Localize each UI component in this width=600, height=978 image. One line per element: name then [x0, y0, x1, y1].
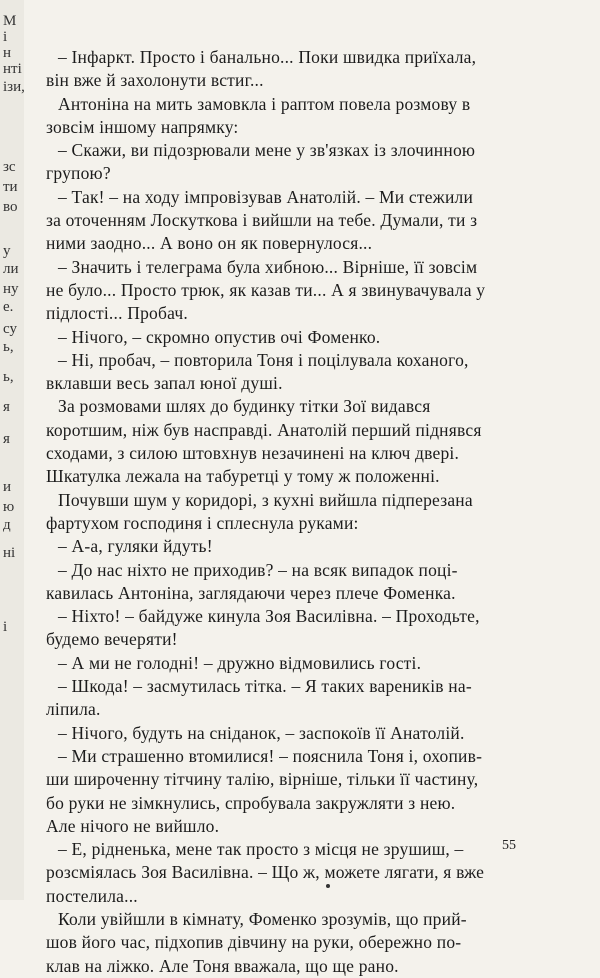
edge-fragment: д: [3, 517, 11, 533]
text-line: коротшим, ніж був насправді. Анатолій перший піднявся: [46, 419, 482, 440]
text-line: ліпила.: [46, 699, 101, 720]
edge-fragment: зс: [3, 159, 16, 175]
print-speck: [326, 884, 330, 888]
text-line: Антоніна на мить замовкла і раптом повела розмову в: [58, 93, 471, 114]
edge-fragment: ли: [3, 261, 19, 277]
text-line: групою?: [46, 163, 111, 184]
text-line: фартухом господиня і сплеснула руками:: [46, 512, 359, 533]
paragraph: [46, 838, 570, 908]
edge-fragment: я: [3, 399, 10, 415]
paragraph: [46, 722, 570, 745]
text-line: за оточенням Лоскуткова і вийшли на тебе. Думали, ти з: [46, 210, 478, 231]
text-line: За розмовами шлях до будинку тітки Зої видався: [58, 396, 431, 417]
paragraph: [46, 256, 570, 326]
text-line: клав на ліжко. Але Тоня вважала, що ще рано.: [46, 955, 399, 976]
edge-fragment: ю: [3, 499, 15, 515]
paragraph: [46, 675, 570, 722]
paragraph: [46, 93, 570, 140]
text-line: – А ми не голодні! – дружно відмовились гості.: [58, 652, 422, 673]
text-line: не було... Просто трюк, як казав ти... А я звинувачувала у: [46, 279, 486, 300]
text-line: – До нас ніхто не приходив? – на всяк випадок поці-: [58, 559, 458, 580]
text-line: постелила...: [46, 885, 138, 906]
paragraph: [46, 908, 570, 978]
text-line: – А-а, гуляки йдуть!: [58, 536, 213, 557]
paragraph: [46, 745, 570, 838]
text-line: підлості... Пробач.: [46, 303, 188, 324]
edge-fragment: н: [3, 45, 12, 61]
text-line: бо руки не зімкнулись, спробувала закружляти з нею.: [46, 792, 456, 813]
edge-fragment: во: [3, 199, 18, 215]
paragraph: [46, 326, 570, 349]
paragraph: [46, 46, 570, 93]
text-line: він вже й захолонути встиг...: [46, 70, 264, 91]
text-line: кавилась Антоніна, заглядаючи через плече Фоменка.: [46, 582, 456, 603]
text-line: Але нічого не вийшло.: [46, 815, 220, 836]
text-line: ши широченну тітчину талію, вірніше, тільки її частину,: [46, 769, 479, 790]
page-number: 55: [502, 838, 516, 853]
edge-fragment: ну: [3, 281, 19, 297]
paragraph: [46, 349, 570, 396]
text-line: – Ніхто! – байдуже кинула Зоя Василівна. – Проходьте,: [58, 606, 480, 627]
paragraph: [46, 535, 570, 558]
edge-fragment: М: [3, 13, 17, 29]
text-line: – Значить і телеграма була хибною... Вірніше, її зовсім: [58, 256, 478, 277]
edge-fragment: су: [3, 321, 17, 337]
text-line: вклавши весь запал юної душі.: [46, 373, 283, 394]
text-line: зовсім іншому напрямку:: [46, 116, 239, 137]
text-line: – Ні, пробач, – повторила Тоня і поцілувала коханого,: [58, 349, 469, 370]
edge-fragment: ізи,: [3, 79, 25, 95]
page-text: [46, 46, 570, 978]
text-line: – Ми страшенно втомилися! – пояснила Тоня і, охопив-: [58, 745, 483, 766]
text-line: ними заодно... А воно он як повернулося...: [46, 233, 373, 254]
paragraph: [46, 395, 570, 488]
text-line: – Так! – на ходу імпровізував Анатолій. – Ми стежили: [58, 186, 474, 207]
edge-fragment: у: [3, 243, 11, 259]
text-line: сходами, з силою штовхнув незачинені на ключ двері.: [46, 443, 460, 464]
edge-fragment: е.: [3, 299, 14, 315]
text-line: будемо вечеряти!: [46, 629, 178, 650]
edge-fragment: ні: [3, 545, 16, 561]
paragraph: [46, 605, 570, 652]
paragraph: [46, 559, 570, 606]
paragraph: [46, 139, 570, 186]
text-line: – Е, рідненька, мене так просто з місця не зрушиш, –: [58, 839, 464, 860]
edge-fragment: і: [3, 29, 8, 45]
text-line: Коли увійшли в кімнату, Фоменко зрозумів, що прий-: [58, 908, 467, 929]
text-line: розсміялась Зоя Василівна. – Що ж, можете лягати, я вже: [46, 862, 485, 883]
paragraph: [46, 489, 570, 536]
edge-fragment: ь,: [3, 369, 14, 385]
paragraph: [46, 186, 570, 256]
text-line: – Шкода! – засмутилась тітка. – Я таких вареників на-: [58, 676, 472, 697]
text-line: – Нічого, будуть на сніданок, – заспокоїв її Анатолій.: [58, 722, 465, 743]
paragraph: [46, 652, 570, 675]
edge-fragment: я: [3, 431, 10, 447]
text-line: – Скажи, ви підозрювали мене у зв'язках із злочинною: [58, 140, 476, 161]
edge-fragment: нті: [3, 61, 22, 77]
previous-page-edge: [0, 0, 24, 900]
edge-fragment: ти: [3, 179, 18, 195]
text-line: Почувши шум у коридорі, з кухні вийшла підперезана: [58, 489, 473, 510]
text-line: шов його час, підхопив дівчину на руки, обережно по-: [46, 932, 462, 953]
edge-fragment: ь,: [3, 339, 14, 355]
text-line: – Інфаркт. Просто і банально... Поки швидка приїхала,: [58, 47, 477, 67]
edge-fragment: і: [3, 619, 8, 635]
edge-fragment: и: [3, 479, 12, 495]
text-line: Шкатулка лежала на табуретці у тому ж положенні.: [46, 466, 440, 487]
text-line: – Нічого, – скромно опустив очі Фоменко.: [58, 326, 381, 347]
